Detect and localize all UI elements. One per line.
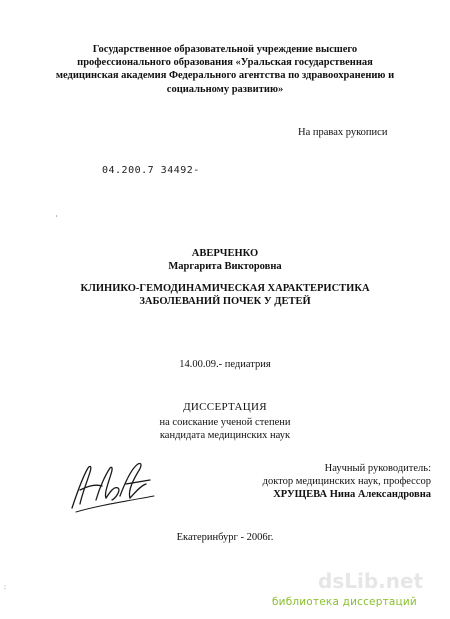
- supervisor-name: ХРУЩЕВА Нина Александровна: [273, 489, 431, 500]
- institution-line: социальному развитию»: [166, 83, 284, 95]
- institution-header: [40, 43, 410, 96]
- institution-line: Государственное образовательной учреждение высшего: [92, 44, 358, 55]
- author-surname: АВЕРЧЕНКО: [191, 248, 259, 259]
- specialty-code: 14.00.09.- педиатрия: [179, 359, 271, 370]
- registration-stamp: 04.200.7 34492-: [102, 165, 200, 176]
- rights-note: На правах рукописи: [298, 127, 388, 138]
- author-given-names: Маргарита Викторовна: [168, 261, 282, 272]
- institution-line: медицинская академия Федерального агентства по здравоохранению и: [55, 70, 395, 82]
- institution-line: профессионального образования «Уральская государственная: [77, 57, 373, 69]
- supervisor-degree: доктор медицинских наук, профессор: [262, 476, 431, 487]
- purpose-line: на соискание ученой степени: [159, 417, 291, 428]
- stray-mark: ·: [55, 212, 58, 221]
- dissertation-title: [60, 282, 390, 308]
- document-type: ДИССЕРТАЦИЯ: [183, 401, 267, 413]
- dslib-logo: [318, 570, 440, 592]
- purpose-line: кандидата медицинских наук: [159, 430, 291, 441]
- watermark-caption: библиотека диссертаций: [272, 596, 417, 608]
- handwritten-signature: [66, 456, 158, 516]
- title-line: КЛИНИКО-ГЕМОДИНАМИЧЕСКАЯ ХАРАКТЕРИСТИКА: [80, 283, 370, 294]
- margin-mark: :: [4, 583, 6, 591]
- supervisor-block: [225, 462, 431, 501]
- svg-text:dsLib.net: dsLib.net: [318, 570, 424, 592]
- title-line: ЗАБОЛЕВАНИЙ ПОЧЕК У ДЕТЕЙ: [139, 296, 311, 307]
- place-and-year: Екатеринбург - 2006г.: [176, 532, 274, 543]
- supervisor-role: Научный руководитель:: [324, 463, 431, 474]
- document-purpose: [0, 416, 450, 442]
